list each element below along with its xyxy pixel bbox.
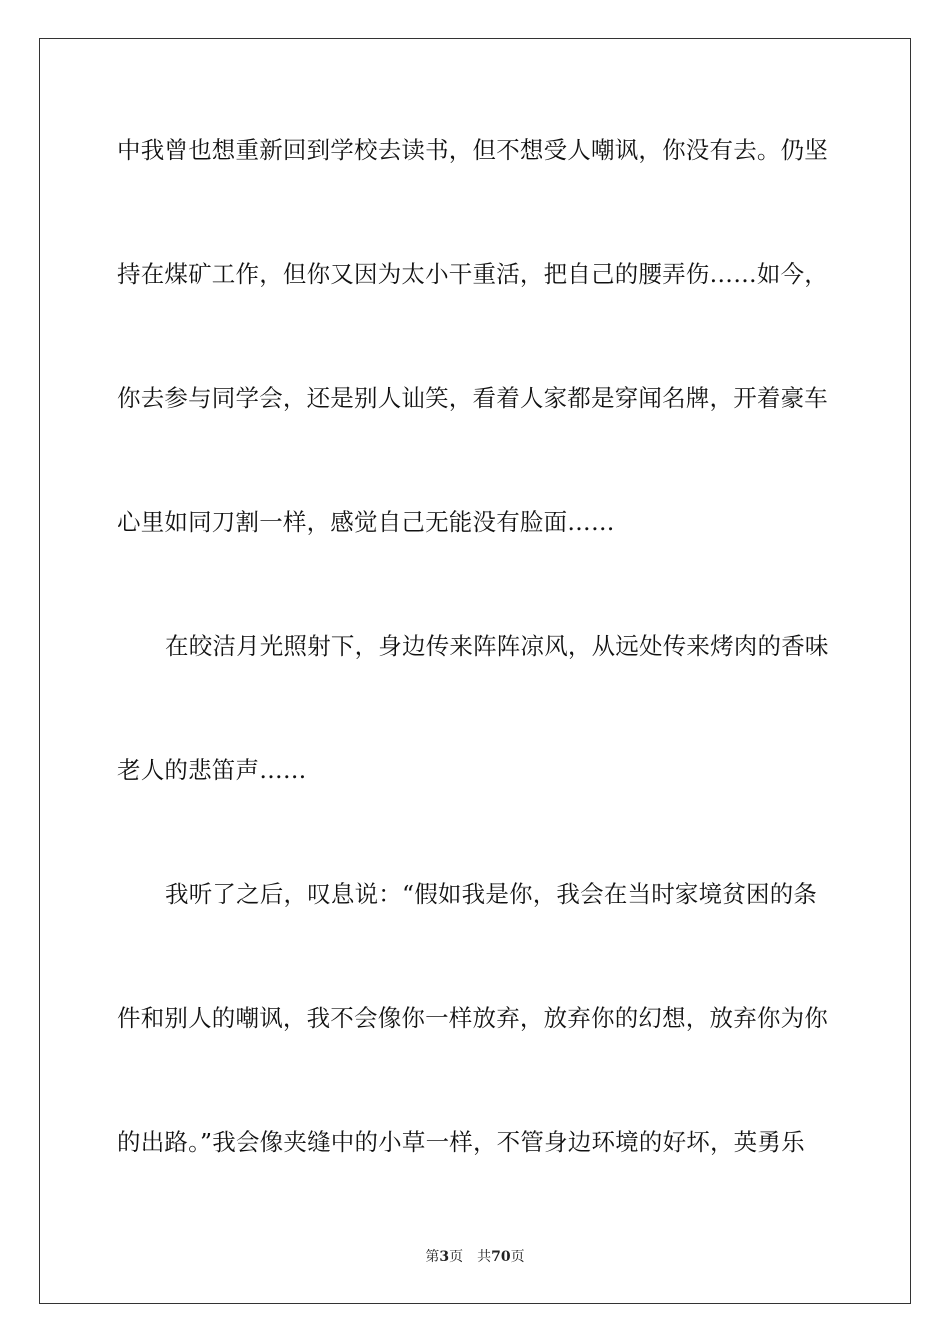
text-line-6: 老人的悲笛声……	[117, 756, 307, 784]
total-prefix: 共	[477, 1249, 492, 1265]
page-number: 3	[439, 1249, 450, 1265]
paragraph-start-line-5: 在皎洁月光照射下，身边传来阵阵凉风，从远处传来烤肉的香味	[165, 632, 829, 660]
text-line-9: 的出路。”我会像夹缝中的小草一样，不管身边环境的好坏，英勇乐	[117, 1128, 805, 1156]
page-footer	[0, 1246, 950, 1266]
page-suffix: 页	[449, 1249, 464, 1265]
paragraph-start-line-7: 我听了之后，叹息说：“假如我是你，我会在当时家境贫困的条	[165, 880, 818, 908]
total-pages: 70	[491, 1249, 511, 1265]
text-line-2: 持在煤矿工作，但你又因为太小干重活，把自己的腰弄伤……如今，	[117, 260, 828, 288]
total-suffix: 页	[510, 1249, 525, 1265]
text-line-1: 中我曾也想重新回到学校去读书，但不想受人嘲讽，你没有去。仍坚	[117, 136, 828, 164]
text-line-3: 你去参与同学会，还是别人讪笑，看着人家都是穿闻名牌，开着豪车	[117, 384, 828, 412]
page-border	[39, 38, 911, 1304]
page-prefix: 第	[425, 1249, 440, 1265]
text-line-4: 心里如同刀割一样，感觉自己无能没有脸面……	[117, 508, 615, 536]
text-line-8: 件和别人的嘲讽，我不会像你一样放弃，放弃你的幻想，放弃你为你	[117, 1004, 828, 1032]
